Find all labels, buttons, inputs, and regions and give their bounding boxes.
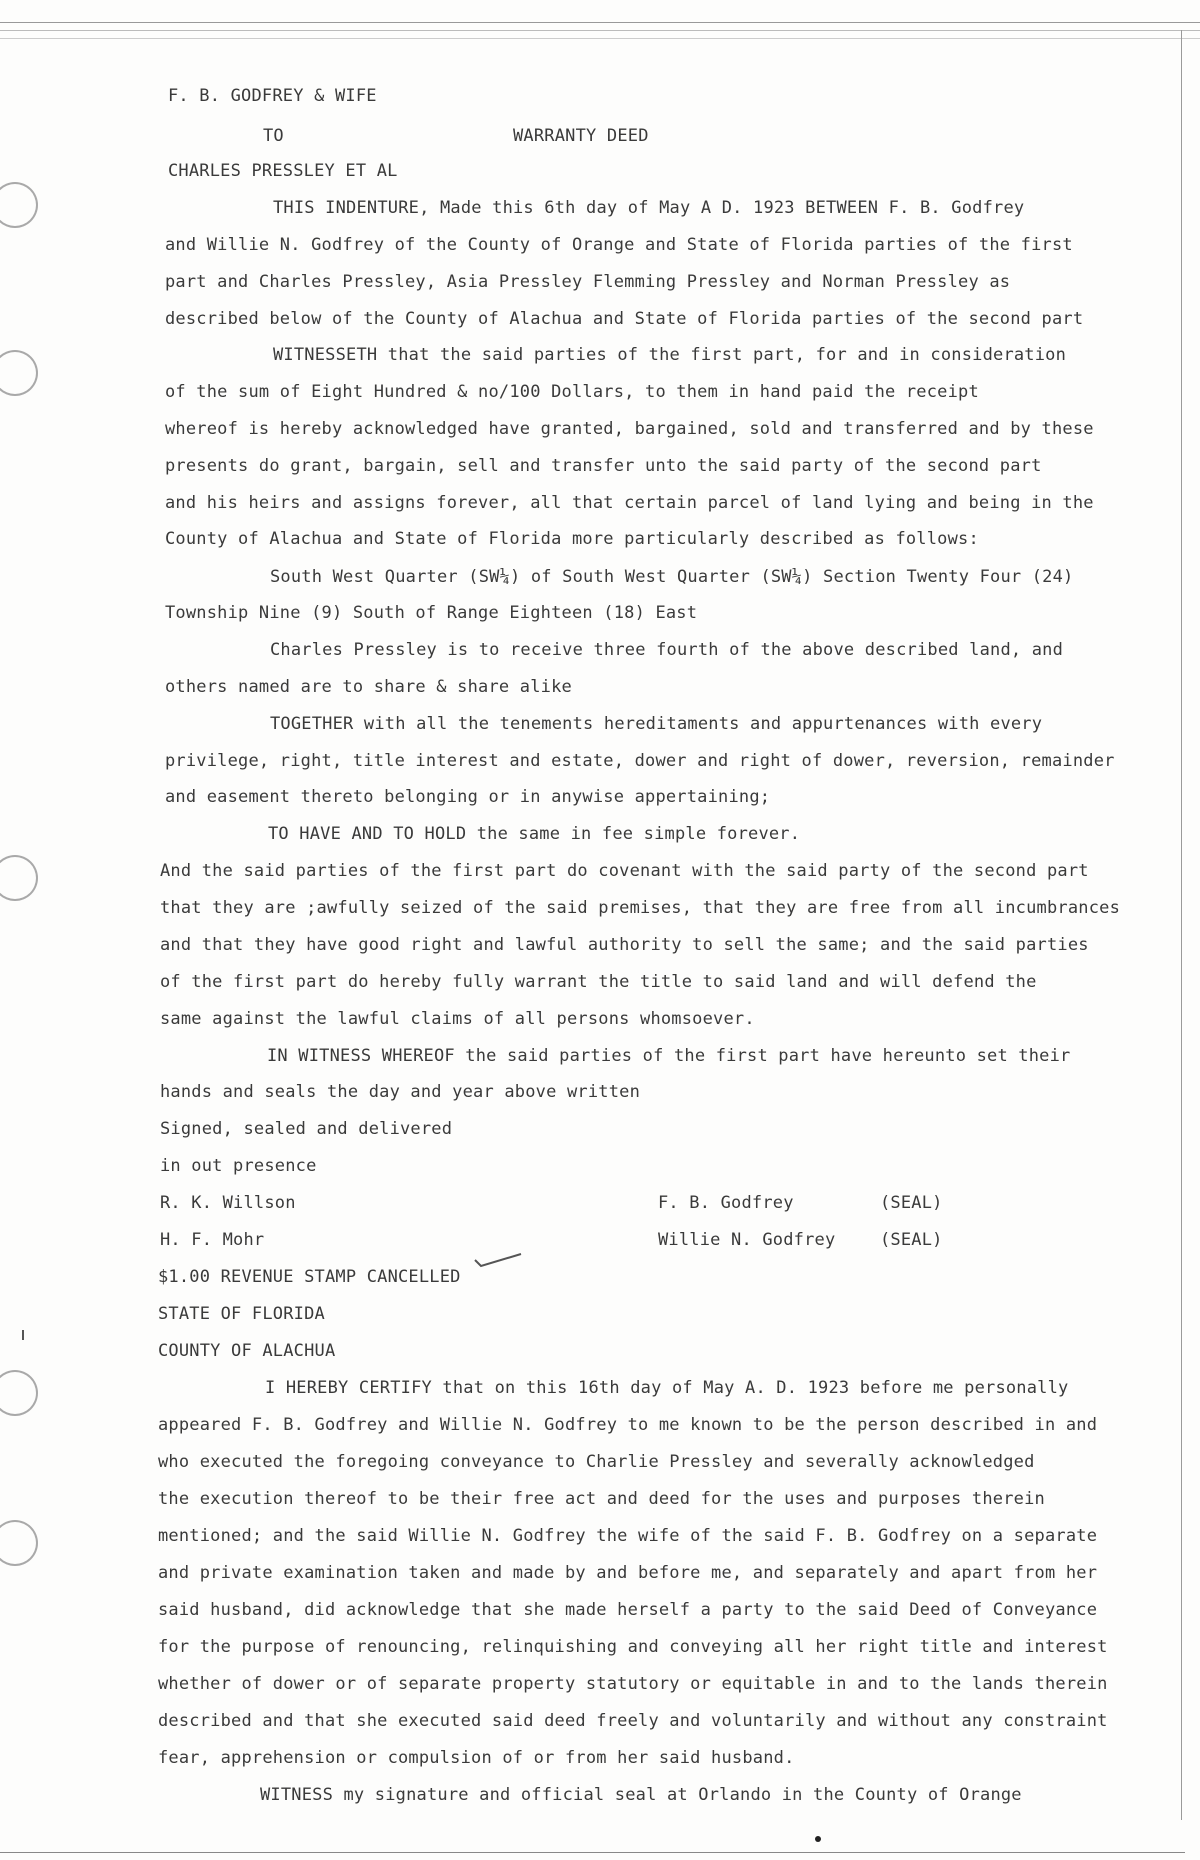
signer-name: Willie N. Godfrey [658, 1230, 836, 1250]
body-line: part and Charles Pressley, Asia Pressley Flemming Pressley and Norman Pressley as [165, 272, 1011, 292]
body-line: Signed, sealed and delivered [160, 1119, 453, 1139]
body-line: WITNESSETH that the said parties of the first part, for and in consideration [273, 345, 1067, 365]
ink-dot [815, 1836, 821, 1842]
witness-name: R. K. Willson [160, 1193, 296, 1213]
body-line: TO HAVE AND TO HOLD the same in fee simple forever. [268, 824, 801, 844]
acknowledgment-line: for the purpose of renouncing, relinquishing and conveying all her right title and interest [158, 1637, 1108, 1657]
body-line: in out presence [160, 1156, 317, 1176]
body-line: and Willie N. Godfrey of the County of Orange and State of Florida parties of the first [165, 235, 1073, 255]
body-line: privilege, right, title interest and estate, dower and right of dower, reversion, remainder [165, 751, 1115, 771]
acknowledgment-line: the execution thereof to be their free act and deed for the uses and purposes therein [158, 1489, 1045, 1509]
legal-description-line: Township Nine (9) South of Range Eighteen (18) East [165, 603, 698, 623]
grantee-heading: CHARLES PRESSLEY ET AL [168, 161, 398, 181]
body-line: IN WITNESS WHEREOF the said parties of the first part have hereunto set their [267, 1046, 1071, 1066]
bottom-rule [0, 1852, 1185, 1853]
seal-label: (SEAL) [880, 1230, 943, 1250]
binder-hole [0, 855, 38, 901]
acknowledgment-line: described and that she executed said deed freely and voluntarily and without any constraint [158, 1711, 1108, 1731]
binder-hole [0, 182, 38, 228]
body-line: And the said parties of the first part do covenant with the said party of the second part [160, 861, 1089, 881]
top-rule [0, 22, 1200, 23]
page-edge [1181, 30, 1182, 1820]
acknowledgment-line: said husband, did acknowledge that she made herself a party to the said Deed of Conveyance [158, 1600, 1098, 1620]
body-line: others named are to share & share alike [165, 677, 572, 697]
body-line: that they are ;awfully seized of the said premises, that they are free from all incumbrances [160, 898, 1121, 918]
acknowledgment-line: and private examination taken and made by and before me, and separately and apart from her [158, 1563, 1098, 1583]
body-line: and his heirs and assigns forever, all that certain parcel of land lying and being in the [165, 493, 1094, 513]
acknowledgment-line: appeared F. B. Godfrey and Willie N. Godfrey to me known to be the person described in and [158, 1415, 1098, 1435]
legal-description-line: South West Quarter (SW¼) of South West Quarter (SW¼) Section Twenty Four (24) [270, 567, 1074, 587]
revenue-stamp-line: $1.00 REVENUE STAMP CANCELLED [158, 1267, 461, 1287]
acknowledgment-line: fear, apprehension or compulsion of or from her said husband. [158, 1748, 795, 1768]
seal-label: (SEAL) [880, 1193, 943, 1213]
body-line: whereof is hereby acknowledged have granted, bargained, sold and transferred and by these [165, 419, 1094, 439]
acknowledgment-line: WITNESS my signature and official seal at Orlando in the County of Orange [260, 1785, 1022, 1805]
body-line: County of Alachua and State of Florida more particularly described as follows: [165, 529, 979, 549]
body-line: hands and seals the day and year above written [160, 1082, 641, 1102]
body-line: TOGETHER with all the tenements hereditaments and appurtenances with every [270, 714, 1043, 734]
body-line: of the sum of Eight Hundred & no/100 Dollars, to them in hand paid the receipt [165, 382, 979, 402]
body-line: Charles Pressley is to receive three fourth of the above described land, and [270, 640, 1064, 660]
acknowledgment-line: who executed the foregoing conveyance to Charlie Pressley and severally acknowledged [158, 1452, 1035, 1472]
binder-hole [0, 1520, 38, 1566]
binder-hole [0, 350, 38, 396]
witness-name: H. F. Mohr [160, 1230, 265, 1250]
state-line: STATE OF FLORIDA [158, 1304, 325, 1324]
acknowledgment-line: whether of dower or of separate property statutory or equitable in and to the lands therein [158, 1674, 1108, 1694]
acknowledgment-line: mentioned; and the said Willie N. Godfrey the wife of the said F. B. Godfrey on a separate [158, 1526, 1098, 1546]
top-rule [0, 38, 1200, 39]
to-heading: TO [263, 126, 284, 146]
body-line: same against the lawful claims of all persons whomsoever. [160, 1009, 755, 1029]
deed-type-heading: WARRANTY DEED [513, 126, 649, 146]
body-line: THIS INDENTURE, Made this 6th day of May A D. 1923 BETWEEN F. B. Godfrey [273, 198, 1025, 218]
binder-hole [0, 1370, 38, 1416]
acknowledgment-line: I HEREBY CERTIFY that on this 16th day of May A. D. 1923 before me personally [265, 1378, 1069, 1398]
body-line: described below of the County of Alachua and State of Florida parties of the second part [165, 309, 1084, 329]
body-line: and easement thereto belonging or in anywise appertaining; [165, 787, 771, 807]
grantor-heading: F. B. GODFREY & WIFE [168, 86, 377, 106]
body-line: and that they have good right and lawful authority to sell the same; and the said parties [160, 935, 1089, 955]
county-line: COUNTY OF ALACHUA [158, 1341, 336, 1361]
body-line: of the first part do hereby fully warrant the title to said land and will defend the [160, 972, 1037, 992]
signer-name: F. B. Godfrey [658, 1193, 794, 1213]
body-line: presents do grant, bargain, sell and transfer unto the said party of the second part [165, 456, 1042, 476]
top-rule [0, 30, 1200, 31]
margin-mark [22, 1330, 24, 1340]
checkmark-icon [473, 1252, 523, 1272]
